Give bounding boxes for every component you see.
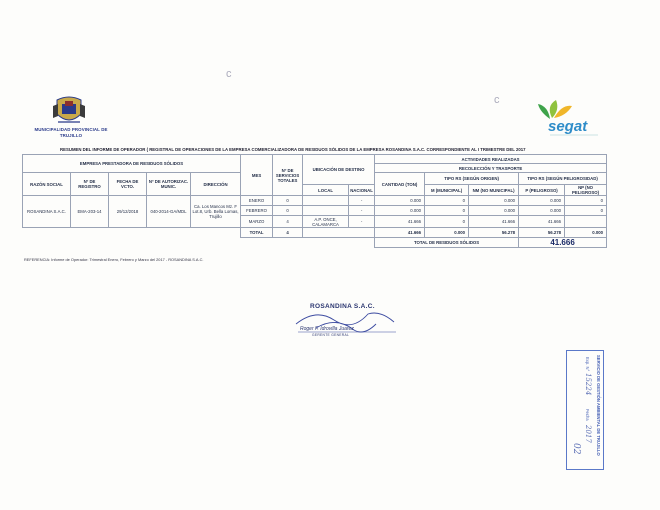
signature-role: GERENTE GENERAL	[312, 333, 350, 337]
report-table	[22, 154, 607, 248]
row-local: A.P. ONCE, CALAMARCA	[303, 216, 349, 228]
col-fecha-header: FECHA DE VCTO.	[109, 173, 147, 196]
row-local	[303, 196, 349, 206]
col-servicios-header: Nº DE SERVICIOS TOTALES	[273, 155, 303, 196]
row-cantidad: 0.000	[375, 196, 425, 206]
row-local	[303, 206, 349, 216]
row-peligroso: 0.000	[519, 196, 565, 206]
row-no-peligroso: 0	[565, 196, 607, 206]
reception-stamp	[566, 350, 604, 470]
totals-row	[23, 228, 607, 238]
reference-note: REFERENCIA: Informe de Operador: Trimestral Enero, Febrero y Marzo del 2017 - ROSANDINA S.A.C.	[24, 257, 204, 262]
row-nacional: -	[349, 196, 375, 206]
signature-company: ROSANDINA S.A.C.	[310, 303, 375, 310]
totals-peligroso: 56.278	[519, 228, 565, 238]
col-registro-header: Nº DE REGISTRO	[71, 173, 109, 196]
row-no-municipal: 41.666	[469, 216, 519, 228]
table-row	[23, 196, 607, 206]
row-servicios: 0	[273, 196, 303, 206]
row-municipal: 0	[425, 216, 469, 228]
company-header: EMPRESA PRESTADORA DE RESIDUOS SÓLIDOS	[23, 155, 241, 173]
row-municipal: 0	[425, 206, 469, 216]
row-no-peligroso	[565, 216, 607, 228]
col-peligroso-header: P (PELIGROSO)	[519, 185, 565, 196]
grand-total-row	[23, 238, 607, 248]
total-residuos-value: 41.666	[519, 238, 607, 248]
totals-no-peligroso: 0.000	[565, 228, 607, 238]
segat-logo	[532, 98, 604, 138]
row-servicios: 4	[273, 216, 303, 228]
municipality-crest-icon	[52, 96, 86, 126]
row-no-municipal: 0.000	[469, 206, 519, 216]
company-autorizacion: 040-2014-GA/MDL	[147, 196, 191, 228]
col-mes-header: MES	[241, 155, 273, 196]
row-peligroso: 41.666	[519, 216, 565, 228]
row-cantidad: 41.666	[375, 216, 425, 228]
stamp-exp-label: Exp. N°	[585, 357, 590, 372]
segat-logo-text: segat	[548, 118, 588, 135]
municipality-name: MUNICIPALIDAD PROVINCIAL DE TRUJILLO	[34, 127, 108, 138]
stamp-date-label: Fecha	[585, 409, 590, 421]
row-mes: FEBRERO	[241, 206, 273, 216]
signature-name: Roger F. Idrovilla Juarez	[300, 326, 354, 332]
row-municipal: 0	[425, 196, 469, 206]
col-direccion-header: DIRECCIÓN	[191, 173, 241, 196]
totals-cantidad: 41.666	[375, 228, 425, 238]
stamp-hand-number: 15224	[584, 373, 592, 396]
totals-label: TOTAL	[241, 228, 273, 238]
stamp-folios: 02	[571, 443, 581, 455]
collection-header: RECOLECCIÓN Y TRASPORTE	[375, 164, 607, 173]
row-servicios: 0	[273, 206, 303, 216]
col-cantidad-header: CANTIDAD (TON)	[375, 173, 425, 196]
row-cantidad: 0.000	[375, 206, 425, 216]
stamp-institution: SERVICIO DE GESTIÓN AMBIENTAL DE TRUJILLO	[596, 355, 601, 456]
row-mes: ENERO	[241, 196, 273, 206]
col-ubicacion-header: UBICACIÓN DE DESTINO	[303, 155, 375, 185]
activities-header: ACTIVIDADES REALIZADAS	[375, 155, 607, 164]
row-nacional: -	[349, 216, 375, 228]
stamp-hand-date: 2017	[584, 425, 592, 443]
totals-municipal: 0.000	[425, 228, 469, 238]
col-no-peligroso-header: NP (NO PELIGROSO)	[565, 185, 607, 196]
col-tipo-origen-header: TIPO RS (SEGÚN ORIGEN)	[425, 173, 519, 185]
col-autorizacion-header: Nº DE AUTORIZAC. MUNIC.	[147, 173, 191, 196]
totals-servicios: 4	[273, 228, 303, 238]
row-nacional: -	[349, 206, 375, 216]
row-no-municipal: 0.000	[469, 196, 519, 206]
col-nacional-header: NACIONAL	[349, 185, 375, 196]
company-direccion: Ca. Los Mancos Mz. F Lot.8, Urb. Bella Lomas, Trujillo	[191, 196, 241, 228]
row-peligroso: 0.000	[519, 206, 565, 216]
company-razon-social: ROSANDINA S.A.C.	[23, 196, 71, 228]
col-tipo-peligrosidad-header: TIPO RS (SEGÚN PELIGROSIDAD)	[519, 173, 607, 185]
col-no-municipal-header: NM (NO MUNICIPAL)	[469, 185, 519, 196]
total-residuos-label: TOTAL DE RESIDUOS SÓLIDOS	[375, 238, 519, 248]
company-fecha: 29/12/2018	[109, 196, 147, 228]
row-no-peligroso: 0	[565, 206, 607, 216]
col-municipal-header: M (MUNICIPAL)	[425, 185, 469, 196]
document-title: RESUMEN DEL INFORME DE OPERADOR ( REGISTRAL DE OPERACIONES DE LA EMPRESA COMERCIALIZADORA DE RESIDUOS SÓLIDOS DE LA EMPRESA ROSANDINA S.A.C. CORRESPONDIENTE AL I TRIMESTRE DEL 2017	[60, 147, 526, 152]
col-local-header: LOCAL	[303, 185, 349, 196]
col-razon-header: RAZÓN SOCIAL	[23, 173, 71, 196]
row-mes: MARZO	[241, 216, 273, 228]
totals-no-municipal: 56.278	[469, 228, 519, 238]
company-registro: EMA-203-14	[71, 196, 109, 228]
